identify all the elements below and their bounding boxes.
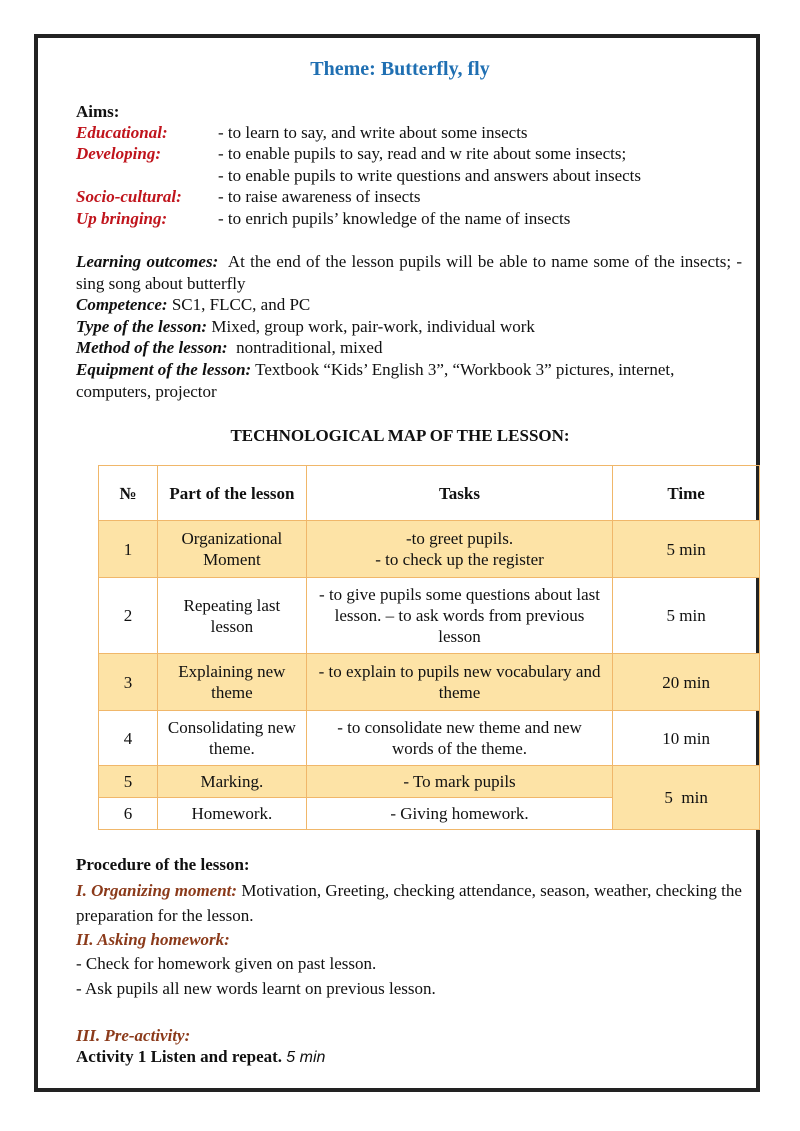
- lesson-type: [76, 316, 742, 338]
- lesson-type-text: Mixed, group work, pair-work, individual work: [211, 317, 535, 336]
- competence-label: Competence:: [76, 295, 168, 314]
- table-row: [99, 654, 760, 711]
- aims-heading: Aims:: [76, 102, 120, 121]
- lesson-map-table: [98, 465, 760, 830]
- learning-outcomes-label: Learning outcomes:: [76, 252, 219, 271]
- lesson-equipment: [76, 359, 742, 402]
- procedure-step-1: [76, 878, 742, 928]
- page-title: Theme: Butterfly, fly: [310, 58, 490, 80]
- aim-label-socio-cultural: Socio-cultural:: [76, 187, 182, 206]
- row-number: 3: [99, 654, 158, 711]
- header-time: Time: [613, 466, 760, 521]
- aim-text-upbringing: - to enrich pupils’ knowledge of the name of insects: [218, 209, 571, 228]
- step-1-label: I. Organizing moment:: [76, 881, 238, 900]
- table-row: [99, 578, 760, 654]
- step-1-text: Motivation, Greeting, checking attendance, season, weather, checking the preparation for the lesson.: [76, 881, 742, 925]
- lesson-method-label: Method of the lesson:: [76, 338, 228, 357]
- table-header-row: [99, 466, 760, 521]
- row-number: 2: [99, 578, 158, 654]
- row-part: Organizational Moment: [157, 521, 306, 578]
- table-row: [99, 766, 760, 798]
- row-tasks: [306, 521, 612, 578]
- row-part: Homework.: [157, 798, 306, 830]
- row-tasks: - to give pupils some questions about last lesson. – to ask words from previous lesson: [306, 578, 612, 654]
- step-2-line-2: - Ask pupils all new words learnt on previous lesson.: [76, 979, 436, 998]
- row-tasks-line: -to greet pupils. - to check up the register: [375, 529, 544, 569]
- lesson-type-label: Type of the lesson:: [76, 317, 208, 336]
- learning-outcomes-text: At the end of the lesson pupils will be able to name some of the insects; - sing song about butterfly: [76, 252, 743, 293]
- row-number: 4: [99, 711, 158, 766]
- row-tasks: - Giving homework.: [306, 798, 612, 830]
- row-tasks: - to consolidate new theme and new words of the theme.: [306, 711, 612, 766]
- lesson-method-text: nontraditional, mixed: [236, 338, 383, 357]
- step-2-label: II. Asking homework:: [76, 930, 230, 949]
- map-heading: TECHNOLOGICAL MAP OF THE LESSON:: [230, 426, 570, 445]
- activity-1-time: 5 min: [286, 1049, 326, 1066]
- row-time: 5 min: [613, 521, 760, 578]
- lesson-equipment-label: Equipment of the lesson:: [76, 360, 252, 379]
- aim-text-educational: - to learn to say, and write about some insects: [218, 123, 528, 142]
- row-time-merged: 5 min: [613, 766, 760, 830]
- step-3-label: III. Pre-activity:: [76, 1026, 191, 1045]
- row-part: Explaining new theme: [157, 654, 306, 711]
- table-row: [99, 521, 760, 578]
- step-2-line-1: - Check for homework given on past lesson.: [76, 954, 377, 973]
- header-tasks: Tasks: [306, 466, 612, 521]
- aim-text-developing-2: - to enable pupils to write questions and answers about insects: [218, 166, 642, 185]
- aim-text-developing: - to enable pupils to say, read and w rite about some insects;: [218, 144, 627, 163]
- activity-1-label: Activity 1 Listen and repeat.: [76, 1047, 283, 1066]
- row-number: 6: [99, 798, 158, 830]
- header-part: Part of the lesson: [157, 466, 306, 521]
- aim-label-educational: Educational:: [76, 123, 168, 142]
- row-time: 5 min: [613, 578, 760, 654]
- competence: [76, 294, 742, 316]
- activity-1: [76, 1046, 325, 1068]
- row-tasks: - To mark pupils: [306, 766, 612, 798]
- row-number: 5: [99, 766, 158, 798]
- row-tasks: - to explain to pupils new vocabulary and theme: [306, 654, 612, 711]
- row-part: Repeating last lesson: [157, 578, 306, 654]
- header-number: №: [99, 466, 158, 521]
- lesson-method: [76, 337, 742, 359]
- row-time: 20 min: [613, 654, 760, 711]
- learning-outcomes: [76, 251, 742, 294]
- competence-text: SC1, FLCC, and PC: [171, 295, 311, 314]
- aim-label-developing: Developing:: [76, 144, 161, 163]
- row-number: 1: [99, 521, 158, 578]
- lesson-equipment-text: Textbook “Kids’ English 3”, “Workbook 3” pictures, internet, computers, projector: [76, 360, 675, 401]
- aim-text-socio-cultural: - to raise awareness of insects: [218, 187, 421, 206]
- procedure-heading: Procedure of the lesson:: [76, 855, 250, 874]
- row-part: Marking.: [157, 766, 306, 798]
- table-row: [99, 711, 760, 766]
- aim-label-upbringing: Up bringing:: [76, 209, 168, 228]
- row-time: 10 min: [613, 711, 760, 766]
- row-part: Consolidating new theme.: [157, 711, 306, 766]
